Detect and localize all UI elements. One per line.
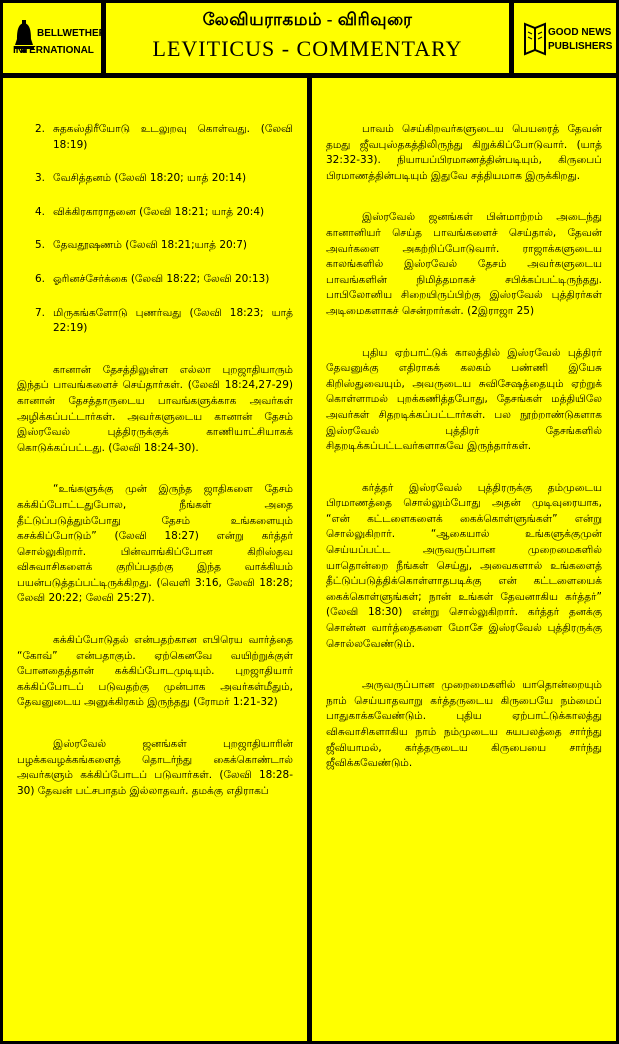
list-item [35,122,293,153]
paragraph: கானான் தேசத்திலுள்ள எல்லா புறஜாதியாரும் இந்தப் பாவங்களைச் செய்தார்கள். (லேவி 18:24,27-29) கானான் தேசத்தாருடைய பாவங்களுக்காக அவர்கள் அழிக்கப்பட்டார்கள். அவர்களுடைய கானான் தேசம் இஸ்ரவேல் புத்திரருக்குக் காணியாட்சியாகக் கொடுக்கப்பட்டது. (லேவி 18:24-30). [17,363,293,454]
list-text: விக்கிரகாராதனை (லேவி 18:21; யாத் 20:4) [53,205,265,218]
paragraph: கர்த்தர் இஸ்ரவேல் புத்திரருக்கு தம்முடைய பிரமாணத்தை சொல்லும்போது அதன் முடிவுரையாக, “என் கட்டளைகளைக் கைக்கொள்ளுங்கள்” என்று சொல்லுகிறார். “ஆகையால் உங்களுக்குமுன் செய்யப்பட்ட அருவருப்பான முறைமைகளில் யாதொன்றை நீங்கள் செய்து, அவைகளால் உங்களைத் தீட்டுப்படுத்திக்கொள்ளாதபடிக்கு என் கட்டளையைக் கைக்கொள்ளுங்கள்; நான் உங்கள் தேவனாகிய கர்த்தர்” (லேவி 18:30) என்று சொல்லுகிறார். கர்த்தர் தனக்கு சொன்ன வார்த்தைகளை மோசே இஸ்ரவேல் புத்திரருக்கு சொல்லவேண்டும். [326,481,602,650]
paragraph: கக்கிப்போடுதல் என்பதற்கான எபிரெய வார்த்தை “கோவ்” என்பதாகும். ஏற்கெனவே வயிற்றுக்குள் போனதைத்தான் கக்கிப்போடமுடியும். புறஜாதியார் கக்கிப்போடப் படுவதற்கு முன்பாக அவர்கள்மீதும், தேவனுடைய அனுக்கிரகம் இருந்தது (ரோமர் 1:21-32) [17,634,293,709]
title-english: LEVITICUS - COMMENTARY [152,36,463,61]
paragraph: அருவருப்பான முறைமைகளில் யாதொன்றையும் நாம் செய்யாதவாறு கர்த்தருடைய கிருபையே நம்மைப் பாதுகாக்கவேண்டும். புதிய ஏற்பாட்டுக்காலத்து விசுவாசிகளாகிய நாம் நம்முடைய சுயபலத்தை சார்ந்து ஜீவியாமல், கர்த்தருடைய கிருபையை சார்ந்து ஜீவிக்கவேண்டும். [326,679,602,770]
list-number: 6. [35,272,46,285]
logo-right-line2: PUBLISHERS [548,41,613,52]
list-item [35,171,293,187]
list-item [35,306,293,337]
open-book-icon [524,21,546,57]
paragraph: பாவம் செய்கிறவர்களுடைய பெயரைத் தேவன் தமது ஜீவபுஸ்தகத்திலிருந்து கிறுக்கிப்போடுவார். (யாத் 32:32-33). நியாயப்பிரமாணத்தின்படியும், கிருபைப் பிரமாணத்தின்படியும் இதுவே சத்தியமாக இருக்கிறது. [326,123,602,182]
paragraph: புதிய ஏற்பாட்டுக் காலத்தில் இஸ்ரவேல் புத்திரர் தேவனுக்கு எதிராகக் கலகம் பண்ணி இயேசு கிறிஸ்துவையும், அவருடைய சுவிசேஷத்தையும் ஏற்றுக் கொள்ளாமல் புறக்கணித்தபோது, தேசங்கள் மத்தியிலே அவர்கள் சிதறடிக்கப்பட்டார்கள். பல நூற்றாண்டுகளாக இஸ்ரவேல் புத்திரர் தேசங்களில் சிதறடிக்கப்பட்டவர்களாகவே இருந்தார்கள். [326,346,602,453]
paragraph: இஸ்ரவேல் ஜனங்கள் பின்மாற்றம் அடைந்து கானானியர் செய்த பாவங்களைச் செய்தால், தேவன் அவர்களை அகற்றிப்போடுவார். ராஜாக்களுடைய காலங்களில் இஸ்ரவேல் தேசம் அவர்களுடைய பாவங்களின் நிமித்தமாகச் சபிக்கப்பட்டிருந்தது. பாபிலோனிய சிறையிருப்பிற்கு இஸ்ரவேல் புத்திரர்கள் அடிமைகளாகச் சென்றார்கள். (2இராஜா 25) [326,211,602,317]
logo-left-line1: BELLWETHER [37,28,106,39]
right-column [312,78,616,1041]
good-news-logo [514,3,616,73]
list-text: வேசித்தனம் (லேவி 18:20; யாத் 20:14) [53,172,247,185]
list-number: 3. [35,172,46,185]
list-item [35,205,293,221]
list-item [35,238,293,254]
list-number: 5. [35,239,46,252]
logo-left-line2: INTERNATIONAL [13,45,94,56]
list-number: 2. [35,123,46,135]
title-tamil: லேவியராகமம் - விரிவுரை [202,10,413,29]
list-text: ஓரினச்சேர்க்கை (லேவி 18:22; லேவி 20:13) [53,272,270,285]
list-text: சுதகஸ்திரீயோடு உடலுறவு கொள்வது. (லேவி 18:19) [53,123,293,151]
page-header [106,3,509,73]
list-item [35,272,293,288]
left-column [3,78,307,1041]
paragraph: “உங்களுக்கு முன் இருந்த ஜாதிகளை தேசம் கக்கிப்போட்டதுபோல, நீங்கள் அதை தீட்டுப்படுத்தும்போது தேசம் உங்களையும் கசக்கிப்போடும்” (லேவி 18:27) என்று கர்த்தர் சொல்லுகிறார். பின்வாங்கிப்போன கிறிஸ்தவ விசுவாசிகளைக் குறிப்பதற்கு இந்த வாக்கியம் பயன்படுத்தப்பட்டிருக்கிறது. (வெளி 3:16, லேவி 18:28; லேவி 20:22; லேவி 25:27). [17,483,293,605]
list-number: 4. [35,205,46,218]
logo-right-line1: GOOD NEWS [548,27,612,38]
bellwether-logo [3,3,106,73]
list-number: 7. [35,306,46,319]
paragraph: இஸ்ரவேல் ஜனங்கள் புறஜாதியாரின் பழக்கவழக்கங்களைத் தொடர்ந்து கைக்கொண்டால் அவர்களும் கக்கிப்போடப் படுவார்கள். (லேவி 18:28-30) தேவன் பட்சபாதம் இல்லாதவர். தமக்கு எதிராகப் [17,738,293,797]
list-text: மிருகங்களோடு புணர்வது (லேவி 18:23; யாத் 22:19) [53,306,293,335]
list-text: தேவதூஷணம் (லேவி 18:21;யாத் 20:7) [53,239,247,252]
